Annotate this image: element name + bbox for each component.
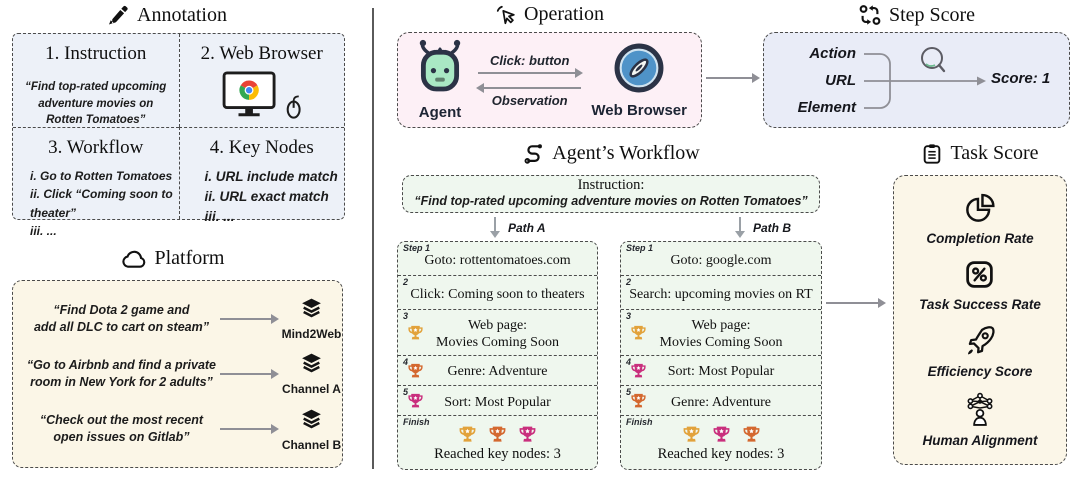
list-item: ii. URL exact match [204, 188, 329, 204]
layers-icon [298, 296, 325, 321]
metric-human-alignment [922, 392, 1037, 448]
list-item: i. Go to Rotten Tomatoes [30, 168, 173, 183]
finish-trophies [458, 425, 537, 444]
observation-arrow [478, 87, 581, 89]
step-tag: 3 [403, 311, 409, 322]
operation-section-title [397, 3, 702, 26]
quote-line: add all DLC to cart on steam” [33, 319, 209, 334]
quote-line: “Find Dota 2 game and [53, 302, 190, 317]
annotation-cell-key-nodes [179, 127, 345, 224]
arrow-to-channel [220, 428, 277, 430]
path-b-finish [621, 415, 821, 469]
workflow-section-title [402, 142, 820, 165]
step-text: Genre: Adventure [447, 364, 548, 380]
rocket-icon [964, 325, 996, 357]
arrow-to-path-a [494, 217, 496, 236]
pie-chart-icon [964, 193, 995, 224]
trophy-icon [712, 425, 731, 444]
task-score-section-title [893, 142, 1067, 165]
percent-icon [964, 259, 995, 290]
instruction-panel [402, 175, 820, 213]
step-tag: 5 [403, 386, 409, 397]
channel-label: Mind2Web [281, 327, 342, 342]
instruction-quote: “Find top-rated upcoming adventure movies on Rotten Tomatoes” [414, 194, 808, 208]
channel [281, 407, 342, 452]
browser-icons [180, 71, 345, 121]
platform-section-title [0, 247, 345, 270]
section-divider [372, 8, 374, 469]
monitor-chrome-icon [220, 71, 282, 121]
platform-row [13, 407, 342, 452]
platform-title-text: Platform [154, 247, 225, 269]
input-action: Action [809, 45, 856, 62]
metric-label: Completion Rate [926, 230, 1034, 246]
step-tag: 3 [626, 311, 632, 322]
workflow-list [13, 167, 179, 241]
step-text: Goto: google.com [670, 252, 772, 268]
compass-icon [612, 41, 666, 95]
path-b-label: Path B [753, 221, 792, 235]
quote-line: “Find top-rated upcoming adventure [25, 81, 167, 110]
robot-icon [412, 39, 468, 97]
cloud-icon [121, 249, 148, 269]
trophy-icon [407, 325, 424, 342]
trophy-icon [488, 425, 507, 444]
path-b-step-4 [621, 355, 821, 385]
merge-and-judge-graphic [860, 33, 992, 129]
annotation-panel [12, 33, 345, 239]
trophy-icon [682, 425, 701, 444]
path-a-panel [397, 241, 598, 470]
metric-label: Task Success Rate [919, 296, 1041, 312]
path-a-finish [398, 415, 597, 469]
trophy-icon [407, 393, 424, 410]
task-quote [25, 302, 218, 336]
platform-row [13, 351, 342, 396]
arrow-to-channel [220, 318, 277, 320]
marker-icon [106, 3, 130, 27]
cursor-click-icon [495, 4, 517, 26]
path-a-label: Path A [508, 221, 546, 235]
browser-label: Web Browser [591, 102, 687, 119]
layers-icon [298, 407, 325, 432]
finish-trophies [682, 425, 761, 444]
task-score-title-text: Task Score [950, 142, 1039, 164]
step-tag: 2 [403, 276, 409, 287]
list-item: iii. ... [204, 209, 235, 224]
input-element: Element [797, 99, 856, 116]
trophy-icon [630, 393, 647, 410]
path-b-panel [620, 241, 822, 470]
clipboard-icon [921, 143, 943, 165]
path-a-step-1 [398, 242, 597, 275]
step-tag: Finish [403, 417, 430, 428]
arrow-to-channel [220, 373, 277, 375]
trophy-icon [407, 363, 424, 380]
step-text-line: Movies Coming Soon [436, 334, 559, 350]
trophy-icon [518, 425, 537, 444]
path-b-step-5 [621, 385, 821, 416]
finish-text: Reached key nodes: 3 [434, 446, 561, 463]
list-item: i. URL include match [204, 168, 338, 184]
cell-heading: 4. Key Nodes [209, 136, 314, 158]
cell-heading: 3. Workflow [48, 136, 144, 158]
step-tag: 4 [626, 356, 632, 367]
trophy-icon [458, 425, 477, 444]
task-quote [25, 357, 218, 391]
channel-label: Channel B [281, 437, 342, 452]
observation-arrow-label: Observation [491, 92, 568, 108]
channel [281, 296, 342, 341]
step-text [436, 313, 559, 351]
step-text-line: Movies Coming Soon [659, 334, 783, 350]
path-a-step-3 [398, 309, 597, 355]
arrow-workflow-to-task-score [826, 302, 884, 304]
web-browser [591, 41, 687, 119]
route-icon [522, 142, 545, 165]
step-text: Genre: Adventure [671, 394, 771, 410]
step-tag: 2 [626, 276, 632, 287]
annotation-section-title [0, 3, 333, 27]
metric-completion-rate [926, 193, 1033, 246]
channel-label: Channel A [282, 382, 341, 397]
metric-label: Efficiency Score [927, 363, 1033, 379]
channel [281, 351, 342, 396]
quote-line: “Check out the most recent [39, 413, 204, 428]
operation-title-text: Operation [524, 3, 604, 25]
step-score-title-text: Step Score [888, 3, 976, 26]
annotation-title-text: Annotation [137, 3, 227, 26]
step-tag: Finish [626, 417, 653, 428]
quote-line: “Go to Airbnb and find a private [26, 358, 217, 373]
swap-icon [858, 3, 882, 27]
step-text: Sort: Most Popular [444, 394, 551, 410]
step-tag: Step 1 [626, 243, 654, 253]
agent-label: Agent [418, 104, 462, 121]
list-item: ii. Click “Coming soon to theater” [30, 187, 173, 220]
step-text: Sort: Most Popular [667, 364, 775, 380]
key-nodes-list [180, 167, 345, 228]
step-text-line: Web page: [691, 318, 751, 334]
metric-task-success-rate [919, 259, 1041, 312]
agent-browser-exchange [468, 53, 591, 108]
step-text-line: Web page: [467, 318, 528, 334]
action-arrow [478, 72, 581, 74]
step-text: Click: Coming soon to theaters [410, 286, 585, 302]
step-score-result: Score: 1 [991, 70, 1051, 87]
path-b-step-1 [621, 242, 821, 275]
input-url: URL [825, 72, 856, 89]
action-arrow-label: Click: button [489, 52, 570, 68]
metric-efficiency-score [928, 325, 1033, 379]
quote-line: room in New York for 2 adults” [30, 374, 213, 389]
task-quote [25, 412, 218, 446]
workflow-title-text: Agent’s Workflow [552, 142, 700, 164]
path-a-step-4 [398, 355, 597, 385]
path-a-step-5 [398, 385, 597, 416]
annotation-cell-workflow [13, 127, 179, 239]
trophy-icon [630, 363, 647, 380]
mouse-icon [286, 93, 303, 121]
finish-text: Reached key nodes: 3 [657, 446, 785, 463]
step-score-section-title [763, 3, 1070, 27]
step-text: Search: upcoming movies on RT [629, 286, 813, 302]
layers-icon [298, 351, 325, 376]
human-alignment-icon [965, 392, 995, 426]
annotation-cell-web-browser [179, 34, 345, 127]
step-tag: 5 [626, 386, 632, 397]
step-tag: Step 1 [403, 243, 431, 253]
quote-line: movies on Rotten Tomatoes” [46, 97, 154, 127]
instruction-quote [13, 79, 179, 129]
arrow-to-path-b [739, 217, 741, 236]
list-item: iii. ... [30, 224, 57, 239]
operation-panel [397, 32, 702, 128]
step-score-panel [763, 32, 1070, 128]
step-text [660, 313, 783, 351]
path-b-step-3 [621, 309, 821, 355]
cell-heading: 2. Web Browser [200, 43, 323, 64]
arrow-operation-to-step-score [706, 77, 758, 79]
agent [412, 39, 468, 121]
quote-line: open issues on Gitlab” [53, 430, 190, 445]
instruction-heading: Instruction: [577, 177, 645, 193]
path-a-step-2 [398, 275, 597, 309]
trophy-icon [630, 325, 647, 342]
step-tag: 4 [403, 356, 409, 367]
metric-label: Human Alignment [922, 432, 1038, 448]
platform-panel [12, 280, 343, 468]
annotation-cell-instruction [13, 34, 179, 127]
platform-row [13, 296, 342, 341]
path-b-step-2 [621, 275, 821, 309]
step-text: Goto: rottentomatoes.com [424, 252, 571, 268]
trophy-icon [742, 425, 761, 444]
cell-heading: 1. Instruction [45, 43, 147, 64]
task-score-panel [893, 175, 1067, 465]
